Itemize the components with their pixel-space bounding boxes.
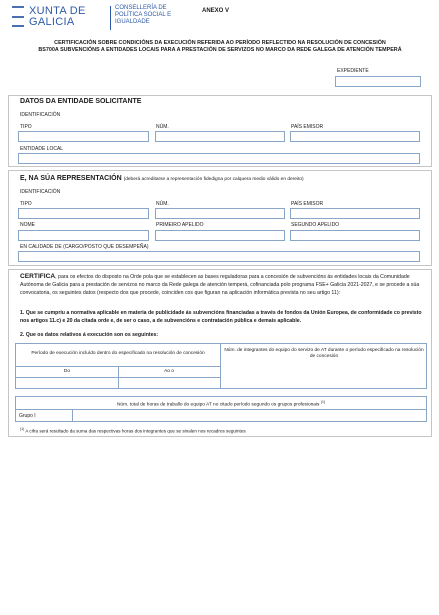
- table-divider: [16, 377, 220, 378]
- ao-label: Ao o: [164, 369, 174, 374]
- hours-table: [15, 396, 427, 422]
- rep-num-field[interactable]: [155, 208, 285, 219]
- certifica-section: [8, 269, 432, 437]
- certifica-paragraph: [20, 273, 426, 297]
- footnote-marker: (1): [20, 427, 25, 431]
- calidade-field[interactable]: [18, 251, 420, 262]
- primeiro-apelido-label: PRIMEIRO APELIDO: [156, 222, 204, 228]
- pais-label: PAÍS EMISOR: [291, 124, 324, 130]
- num-label: NÚM.: [156, 201, 169, 207]
- do-field[interactable]: [19, 379, 115, 387]
- rep-tipo-field[interactable]: [18, 208, 149, 219]
- certifica-text: , para os efectos do disposto na Orde pola que se establecen as bases reguladoras para a concesión de subvencións ás entidades locais da Comunidade Autónoma de Galicia para a prestación de servizos no marco da Rede galega de atención temperá, cofinanciada polo programa FSE+ Galicia 2021-2027, e se procede a súa convocatoria, os seguintes datos (respecto dos que procede, coinciden cos que figuran na aplicación informática prevista no seu artigo 11):: [20, 274, 420, 296]
- expediente-field[interactable]: [335, 76, 421, 87]
- ident-label: IDENTIFICACIÓN: [20, 112, 61, 118]
- point-1: 1. Que se cumpriu a normativa aplicable en materia de publicidade ás subvencións financiadas a través de fondos da Unión Europea, de conformidade co previsto nos artigos 11.c) e 20 da citada orde e, de ser o caso, a de subvencións e contratación pública e demais aplicable.: [20, 310, 422, 324]
- certifica-lead: CERTIFICA: [20, 273, 56, 280]
- table-divider: [220, 344, 221, 388]
- title-line-2: BS700A SUBVENCIÓNS A ENTIDADES LOCAIS PARA A PRESTACIÓN DE SERVIZOS NO MARCO DA REDE GALEGA DE ATENCIÓN TEMPERÁ: [38, 47, 402, 53]
- anexo-label: ANEXO V: [202, 8, 230, 14]
- expediente-label: EXPEDIENTE: [337, 68, 369, 74]
- entidade-local-label: ENTIDADE LOCAL: [20, 146, 64, 152]
- col-period-header: Período de execución incluído dentro do especificado na resolución de concesión: [31, 351, 205, 356]
- hours-header: [16, 399, 426, 409]
- execution-table: [15, 343, 427, 389]
- point-2: 2. Que os datos relativos á execución son os seguintes:: [20, 332, 159, 338]
- grupo-hours-field[interactable]: [74, 411, 424, 420]
- page-header: [12, 4, 432, 34]
- num-field[interactable]: [155, 131, 285, 142]
- tipo-label: TIPO: [20, 201, 32, 207]
- num-label: NÚM.: [156, 124, 169, 130]
- representacion-note: (deberá acreditarse a representación fidedigna por calquera medio válido en dereito): [123, 177, 304, 182]
- segundo-apelido-label: SEGUNDO APELIDO: [291, 222, 340, 228]
- representacion-section: [8, 170, 432, 266]
- ident-label: IDENTIFICACIÓN: [20, 189, 61, 195]
- tipo-label: TIPO: [20, 124, 32, 130]
- num-integrantes-field[interactable]: [223, 378, 425, 387]
- table-divider: [16, 409, 426, 410]
- tipo-field[interactable]: [18, 131, 149, 142]
- do-label: Do: [63, 369, 71, 374]
- table-divider: [72, 409, 73, 421]
- representacion-title: E, NA SÚA REPRESENTACIÓN: [20, 175, 122, 182]
- nome-label: NOME: [20, 222, 35, 228]
- entidade-local-field[interactable]: [18, 153, 420, 164]
- logo-text: XUNTA DE GALICIA: [29, 5, 86, 28]
- calidade-label: EN CALIDADE DE (CARGO/POSTO QUE DESEMPEÑA): [20, 244, 149, 250]
- rep-pais-field[interactable]: [290, 208, 420, 219]
- document-title: [20, 40, 420, 54]
- representacion-section-title: [20, 175, 304, 182]
- hours-footnote-ref: (1): [320, 400, 326, 404]
- ao-field[interactable]: [121, 379, 217, 387]
- xunta-logo-icon: [12, 6, 24, 30]
- entidade-section-title: DATOS DA ENTIDADE SOLICITANTE: [20, 98, 142, 105]
- title-line-1: CERTIFICACIÓN SOBRE CONDICIÓNS DA EXECUCIÓN REFERIDA AO PERÍODO REFLECTIDO NA RESOLUCIÓN DE CONCESIÓN: [54, 40, 386, 46]
- pais-field[interactable]: [290, 131, 420, 142]
- hours-header-text: Núm. total de horas de traballo do equipo AT no citado período segundo os grupos profesionais: [116, 402, 320, 408]
- grupo-label: Grupo I: [19, 413, 36, 419]
- pais-label: PAÍS EMISOR: [291, 201, 324, 207]
- nome-field[interactable]: [18, 230, 149, 241]
- conselleria-name: CONSELLERÍA DE POLÍTICA SOCIAL E IGUALDADE: [115, 5, 172, 25]
- footnote-text: A cifra será resultado da suma das respectivas horas dos integrantes que se sinalen nos recadros seguintes: [25, 428, 246, 434]
- entidade-section: [8, 95, 432, 167]
- col-num-header: Núm. de integrantes do equipo do servizo de AT durante o período especificado na resolución de concesión: [224, 348, 424, 359]
- logo-divider: [110, 6, 111, 30]
- footnote: [20, 426, 246, 435]
- primeiro-apelido-field[interactable]: [155, 230, 285, 241]
- segundo-apelido-field[interactable]: [290, 230, 420, 241]
